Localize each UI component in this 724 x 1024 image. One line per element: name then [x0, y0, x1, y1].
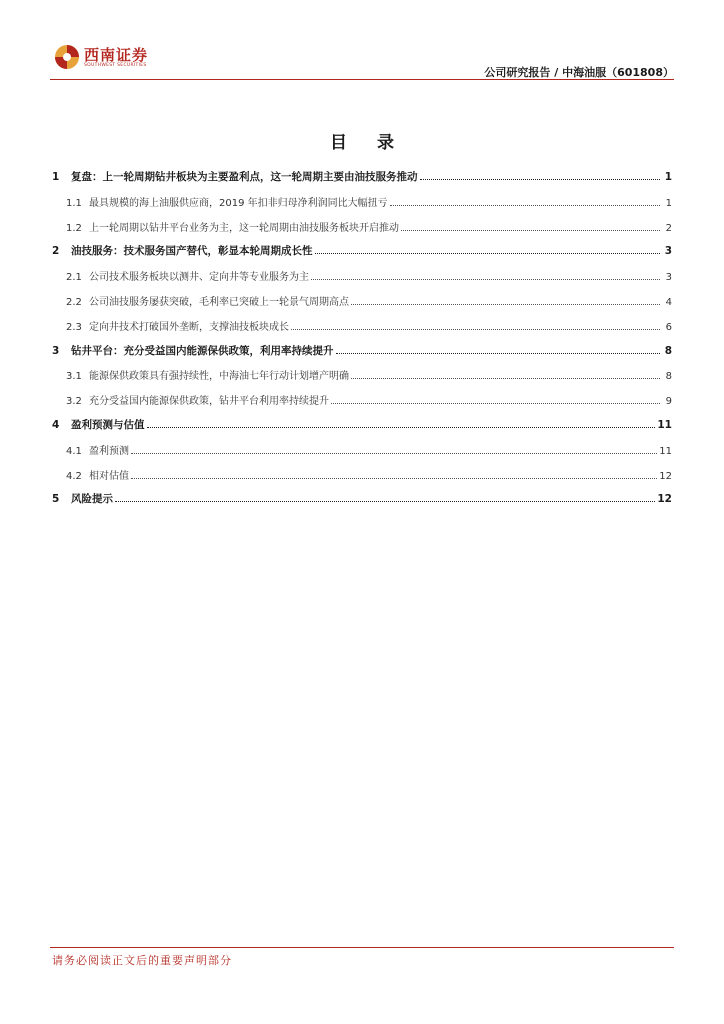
toc-page-number: 2: [665, 222, 672, 234]
toc-entry-number: 5: [52, 493, 60, 506]
toc-page-number: 6: [665, 321, 672, 333]
toc-page-number: 12: [657, 493, 672, 506]
toc-subsection-link[interactable]: [52, 318, 672, 343]
report-title: 公司研究报告 / 中海油服（601808）: [484, 66, 674, 79]
toc-page-number: 8: [665, 371, 672, 383]
toc-entry-title: 复盘：上一轮周期钻井板块为主要盈利点，这一轮周期主要由油技服务推动: [71, 171, 418, 183]
toc-dot-leader: [420, 179, 661, 180]
toc-entry-number: 2: [52, 245, 60, 258]
toc-dot-leader: [315, 253, 661, 254]
toc-subsection-link[interactable]: [52, 268, 672, 293]
toc-subsection-link[interactable]: [52, 467, 672, 492]
toc-section-link[interactable]: [52, 169, 672, 194]
logo-text: 西南证券: [84, 46, 149, 64]
toc-dot-leader: [331, 403, 660, 404]
toc-section-link[interactable]: [52, 491, 672, 516]
toc-page-number: 3: [665, 272, 672, 284]
toc-entry-number: 2.2: [66, 296, 82, 308]
toc-dot-leader: [390, 205, 660, 206]
header-divider: [50, 79, 674, 80]
toc-dot-leader: [351, 304, 660, 305]
toc-page-number: 4: [665, 296, 672, 308]
toc-page-number: 11: [659, 445, 672, 457]
toc-page-number: 3: [664, 245, 672, 258]
toc-entry-number: 4.2: [66, 470, 82, 482]
toc-subsection-link[interactable]: [52, 442, 672, 467]
toc-dot-leader: [351, 378, 660, 379]
toc-page-number: 1: [664, 171, 672, 183]
toc-dot-leader: [131, 453, 657, 454]
toc-entry-title: 公司油技服务屡获突破，毛利率已突破上一轮景气周期高点: [89, 296, 349, 308]
page-header: [0, 0, 724, 90]
toc-entry-number: 2.1: [66, 272, 82, 284]
toc-entry-title: 能源保供政策具有强持续性，中海油七年行动计划增产明确: [89, 371, 349, 383]
toc-dot-leader: [311, 279, 660, 280]
toc-dot-leader: [131, 478, 657, 479]
toc-section-link[interactable]: [52, 343, 672, 368]
toc-dot-leader: [115, 501, 655, 502]
toc-subsection-link[interactable]: [52, 293, 672, 318]
toc-entry-title: 油技服务：技术服务国产替代，彰显本轮周期成长性: [71, 245, 313, 258]
toc-entry-title: 定向井技术打破国外垄断，支撑油技板块成长: [89, 321, 289, 333]
toc-page-number: 8: [664, 344, 672, 357]
toc-entry-number: 3.1: [66, 371, 82, 383]
toc-entry-title: 相对估值: [89, 470, 129, 482]
toc-page-number: 9: [665, 396, 672, 408]
toc-entry-number: 4: [52, 418, 60, 431]
toc-dot-leader: [401, 230, 660, 231]
logo-mark-icon: [54, 44, 80, 70]
company-logo: [54, 44, 174, 74]
toc-entry-title: 上一轮周期以钻井平台业务为主，这一轮周期由油技服务板块开启推动: [89, 222, 399, 234]
table-of-contents: [52, 169, 672, 516]
toc-section-link[interactable]: [52, 243, 672, 268]
toc-subsection-link[interactable]: [52, 392, 672, 417]
toc-section-link[interactable]: [52, 417, 672, 442]
toc-entry-number: 3.2: [66, 396, 82, 408]
footer-divider: [50, 947, 674, 948]
toc-entry-title: 盈利预测: [89, 445, 129, 457]
toc-entry-number: 1: [52, 171, 60, 183]
footer-disclaimer: 请务必阅读正文后的重要声明部分: [52, 954, 232, 967]
toc-entry-number: 4.1: [66, 445, 82, 457]
toc-entry-title: 钻井平台：充分受益国内能源保供政策，利用率持续提升: [71, 344, 334, 357]
toc-entry-title: 风险提示: [71, 493, 113, 506]
toc-entry-number: 1.1: [66, 197, 82, 209]
toc-dot-leader: [291, 329, 660, 330]
toc-page-number: 1: [665, 197, 672, 209]
toc-entry-title: 公司技术服务板块以测井、定向井等专业服务为主: [89, 272, 309, 284]
toc-page-number: 11: [657, 418, 672, 431]
toc-entry-title: 充分受益国内能源保供政策，钻井平台利用率持续提升: [89, 396, 329, 408]
toc-subsection-link[interactable]: [52, 194, 672, 219]
toc-entry-number: 3: [52, 344, 60, 357]
toc-entry-number: 2.3: [66, 321, 82, 333]
toc-entry-number: 1.2: [66, 222, 82, 234]
toc-dot-leader: [336, 353, 661, 354]
toc-subsection-link[interactable]: [52, 367, 672, 392]
toc-heading: 目 录: [330, 133, 406, 153]
logo-subtext: SOUTHWEST SECURITIES: [84, 63, 147, 68]
toc-entry-title: 盈利预测与估值: [71, 418, 145, 431]
toc-entry-title: 最具规模的海上油服供应商，2019 年扣非归母净利润同比大幅扭亏: [89, 197, 388, 209]
toc-subsection-link[interactable]: [52, 219, 672, 244]
toc-page-number: 12: [659, 470, 672, 482]
toc-dot-leader: [147, 427, 656, 428]
